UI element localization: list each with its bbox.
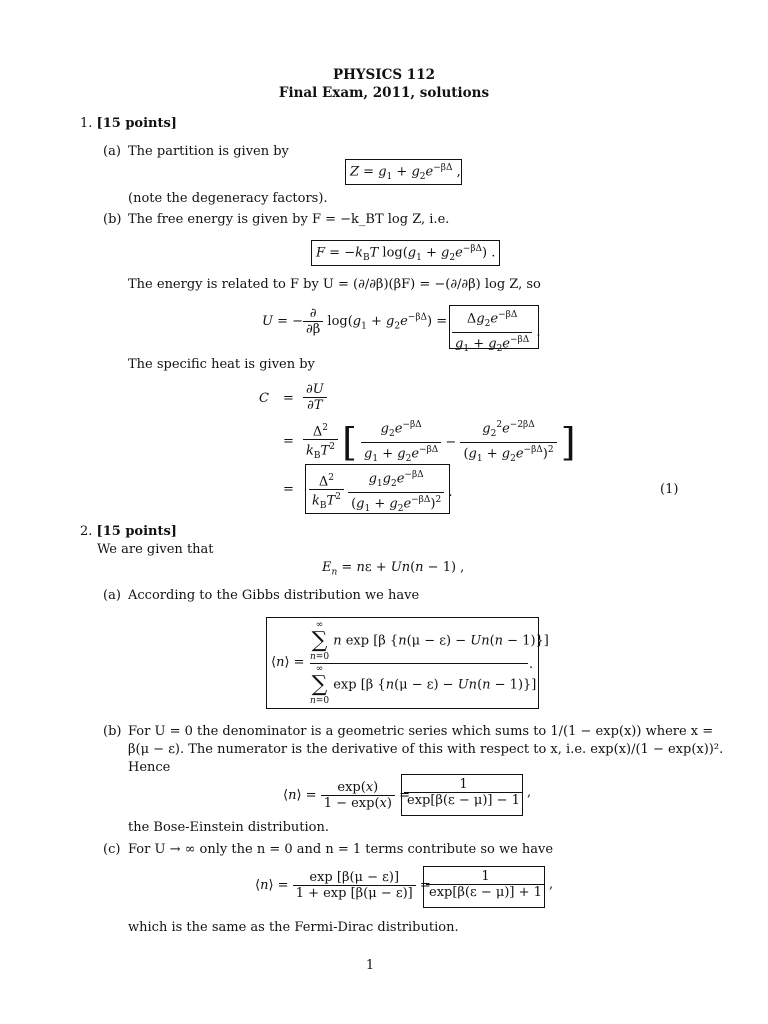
problem-2b-conclusion: the Bose-Einstein distribution. <box>128 820 329 835</box>
page-number: 1 <box>365 958 375 973</box>
problem-1-points: [15 points] <box>96 116 177 131</box>
problem-1b-text: The free energy is given by F = −k_BT log Z, i.e. <box>128 212 450 227</box>
equals-sign-1: = <box>283 391 294 406</box>
specific-heat-expansion: $\frac{\Delta^2}{k_BT^2}$ [ $\frac{g_2e^{-\beta\Delta}}{g_1 + g_2e^{-\beta\Delta}}$ − $\frac{g_2^2e^{-2\beta\Delta}}{(g_1 + g_2e^{-\beta\Delta})^2}$ ] <box>303 418 576 467</box>
bose-einstein-result: $\frac{1}{\exp[\beta(\varepsilon - \mu)] - 1}$ , <box>404 777 531 808</box>
gibbs-average-lhs: ⟨n⟩ = <box>271 655 305 670</box>
problem-1a-text: The partition is given by <box>128 144 289 159</box>
problem-2a-label: (a) <box>103 588 121 603</box>
fermi-dirac-equation: ⟨n⟩ = $\frac{\exp [\beta(\mu - \varepsilon)]}{1 + \exp [\beta(\mu - \varepsilon)]}$ = <box>255 870 431 901</box>
problem-1-number: 1. <box>80 116 93 131</box>
equals-sign-3: = <box>283 482 294 497</box>
gibbs-period: . <box>529 657 534 672</box>
free-energy-equation: $F = -k_BT$ $\log(g_1 + g_2e^{-\beta\Delta})$ . <box>316 244 496 263</box>
energy-equation: U = − $\frac{\partial}{\partial\beta}$ $\log(g_1 + g_2e^{-\beta\Delta})$ = <box>262 306 448 337</box>
problem-2c-conclusion: which is the same as the Fermi-Dirac distribution. <box>128 920 459 935</box>
course-title: PHYSICS 112 <box>333 67 435 83</box>
gibbs-denominator: ∞ ∑ n=0 exp [β {n(μ − ε) − Un(n − 1)}] <box>310 664 537 706</box>
problem-2c-text: For U → ∞ only the n = 0 and n = 1 terms contribute so we have <box>128 842 554 857</box>
exam-subtitle: Final Exam, 2011, solutions <box>278 85 490 101</box>
problem-1a-note: (note the degeneracy factors). <box>128 191 328 206</box>
specific-heat-text: The specific heat is given by <box>128 357 315 372</box>
problem-2-heading <box>80 524 177 539</box>
derivative-du-dt: $\frac{\partial U}{\partial T}$ <box>303 382 327 413</box>
equation-number-1: (1) <box>660 482 679 497</box>
energy-result: $\frac{\Delta g_2e^{-\beta\Delta}}{g_1 + g_2e^{-\beta\Delta}}$ . <box>452 308 541 357</box>
problem-2-points: [15 points] <box>96 524 177 539</box>
problem-1-heading <box>80 116 177 131</box>
equals-sign-2: = <box>283 434 294 449</box>
gibbs-numerator: ∞ ∑ n=0 n exp [β {n(μ − ε) − Un(n − 1)}] <box>310 620 549 662</box>
bose-einstein-equation: ⟨n⟩ = $\frac{\exp(x)}{1 - \exp(x)}$ = <box>283 780 410 811</box>
problem-2b-text-line3: Hence <box>128 760 171 775</box>
problem-2b-label: (b) <box>103 724 122 739</box>
problem-2a-text: According to the Gibbs distribution we have <box>128 588 420 603</box>
problem-1a-label: (a) <box>103 144 121 159</box>
problem-2-number: 2. <box>80 524 93 539</box>
problem-2-given-text: We are given that <box>97 542 214 557</box>
energy-levels-equation: $E_n = n\varepsilon + Un(n - 1)$ , <box>322 560 465 578</box>
energy-relation-text: The energy is related to F by U = (∂/∂β)(βF) = −(∂/∂β) log Z, so <box>128 277 541 292</box>
problem-1b-label: (b) <box>103 212 122 227</box>
problem-2c-label: (c) <box>103 842 121 857</box>
fermi-dirac-result: $\frac{1}{\exp[\beta(\varepsilon - \mu)] + 1}$ , <box>426 869 553 900</box>
problem-2b-text-line1: For U = 0 the denominator is a geometric series which sums to 1/(1 − exp(x)) where x = <box>128 724 714 739</box>
problem-2b-text-line2: β(μ − ε). The numerator is the derivative of this with respect to x, i.e. exp(x)/(1 − exp(x))². <box>128 742 724 757</box>
specific-heat-lhs: C <box>259 391 269 406</box>
specific-heat-result: $\frac{\Delta^2}{k_BT^2}$ $\frac{g_1g_2e^{-\beta\Delta}}{(g_1 + g_2e^{-\beta\Delta})^2}$ . <box>309 468 452 517</box>
partition-function-equation: $Z = g_1 + g_2e^{-\beta\Delta}$ , <box>350 163 461 182</box>
